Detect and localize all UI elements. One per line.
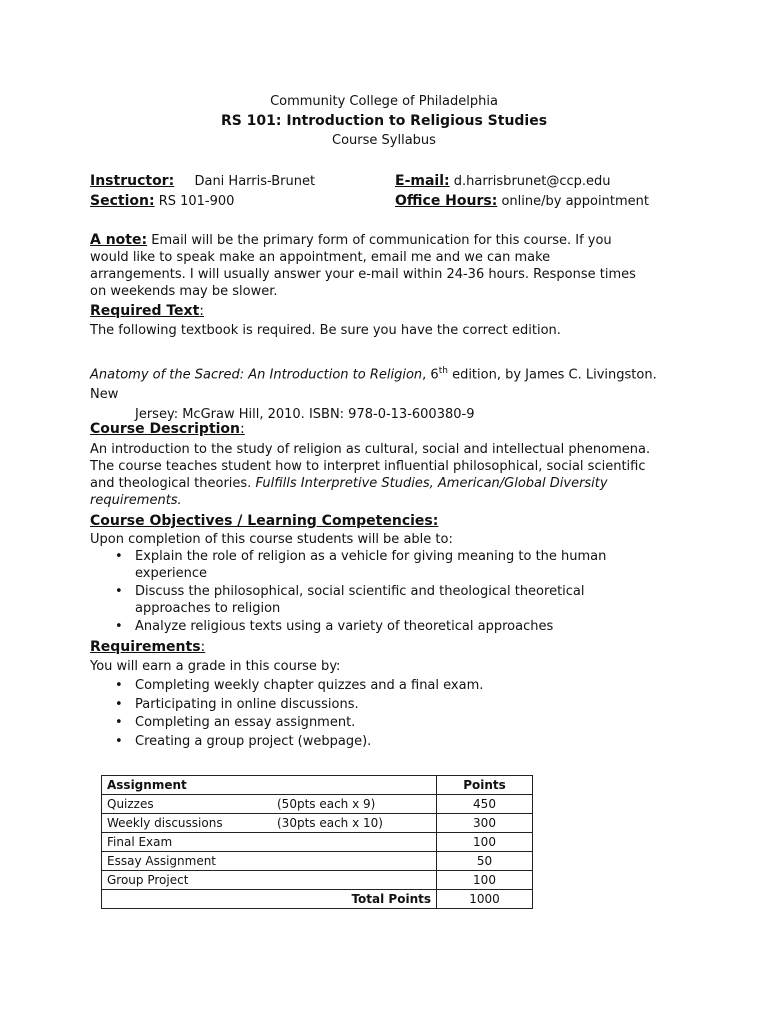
email-row [395,173,611,190]
section-row [90,193,234,210]
required-text-heading-label: Required Text [90,303,200,319]
objectives-list [115,549,655,638]
table-row [102,833,533,852]
textbook-edition: , 6 [422,367,439,383]
course-description-body: An introduction to the study of religion as cultural, social and intellectual phenomena. The course teaches student how to interpret influential philosophical, social scientific and theological theories. [90,442,651,491]
college-name: Community College of Philadelphia [270,94,498,109]
assignment-column-header: Assignment [102,776,437,795]
textbook-title: Anatomy of the Sacred: An Introduction to Religion [90,367,423,383]
assignment-points: 100 [437,871,533,890]
assignment-points: 100 [437,833,533,852]
assignment-points: 450 [437,795,533,814]
assignment-name: Quizzes [102,795,273,814]
assignment-name: Essay Assignment [102,852,273,871]
textbook-edition-rest: edition, by James C. Livingston. New [90,367,657,403]
assignment-name: Final Exam [102,833,273,852]
course-title: RS 101: Introduction to Religious Studies [220,113,548,129]
note-label: A note: [90,232,148,248]
objectives-intro: Upon completion of this course students will be able to: [90,532,453,547]
list-item: • Creating a group project (webpage). [115,734,655,751]
points-column-header: Points [437,776,533,795]
requirements-heading: Requirements: [90,639,206,655]
email-label: E-mail: [395,173,450,189]
table-row [102,871,533,890]
course-description-heading-label: Course Description [90,421,241,437]
section-value: RS 101-900 [158,194,235,209]
table-row [102,852,533,871]
required-text-intro: The following textbook is required. Be sure you have the correct edition. [90,323,561,338]
textbook-publisher: Jersey: McGraw Hill, 2010. ISBN: 978-0-13-600380-9 [135,407,475,423]
table-header-row [102,776,533,795]
email-value[interactable]: d.harrisbrunet@ccp.edu [453,174,611,189]
assignment-points: 50 [437,852,533,871]
textbook-edition-sup: th [438,366,448,376]
instructor-label: Instructor: [90,173,175,189]
course-description-heading: Course Description: [90,421,245,437]
assignment-detail: (30pts each x 10) [272,814,437,833]
assignment-points: 300 [437,814,533,833]
assignment-detail [272,852,437,871]
assignment-detail: (50pts each x 9) [272,795,437,814]
note-text: Email will be the primary form of communication for this course. If you would like to speak make an appointment, email me and we can make arrangements. I will usually answer your e-mail within 24-36 hours. Response times on weekends may be slower. [90,233,636,299]
table-row [102,795,533,814]
instructor-name: Dani Harris-Brunet [194,174,316,189]
assignment-name: Weekly discussions [102,814,273,833]
course-description-requirements: Fulfills Interpretive Studies, American/Global Diversity requirements. [90,476,608,508]
instructor-row [90,173,315,190]
requirements-list [115,678,655,752]
list-item: • Completing weekly chapter quizzes and a final exam. [115,678,655,695]
list-item: • Completing an essay assignment. [115,715,655,732]
office-hours-row [395,193,649,210]
section-label: Section: [90,193,155,209]
objectives-heading [90,512,438,530]
document-type: Course Syllabus [332,133,436,148]
assignment-detail [272,871,437,890]
textbook-reference [90,361,670,425]
list-item: • Explain the role of religion as a vehicle for giving meaning to the human experience [115,549,655,582]
list-item: • Analyze religious texts using a variety of theoretical approaches [115,619,655,636]
office-hours-value: online/by appointment [501,194,649,209]
total-points-label: Total Points [102,890,437,909]
table-total-row [102,890,533,909]
objectives-heading-label: Course Objectives / Learning Competencies: [90,513,439,529]
required-text-heading: Required Text: [90,303,204,319]
table-row [102,814,533,833]
office-hours-label: Office Hours: [395,193,498,209]
note-paragraph [90,232,650,300]
list-item: • Discuss the philosophical, social scientific and theological theoretical approaches to religion [115,584,655,617]
requirements-intro: You will earn a grade in this course by: [90,659,341,674]
course-description-text [90,441,660,509]
list-item: • Participating in online discussions. [115,697,655,714]
assignment-detail [272,833,437,852]
grading-table [101,775,533,909]
requirements-heading-label: Requirements [90,639,201,655]
assignment-name: Group Project [102,871,273,890]
total-points-value: 1000 [437,890,533,909]
